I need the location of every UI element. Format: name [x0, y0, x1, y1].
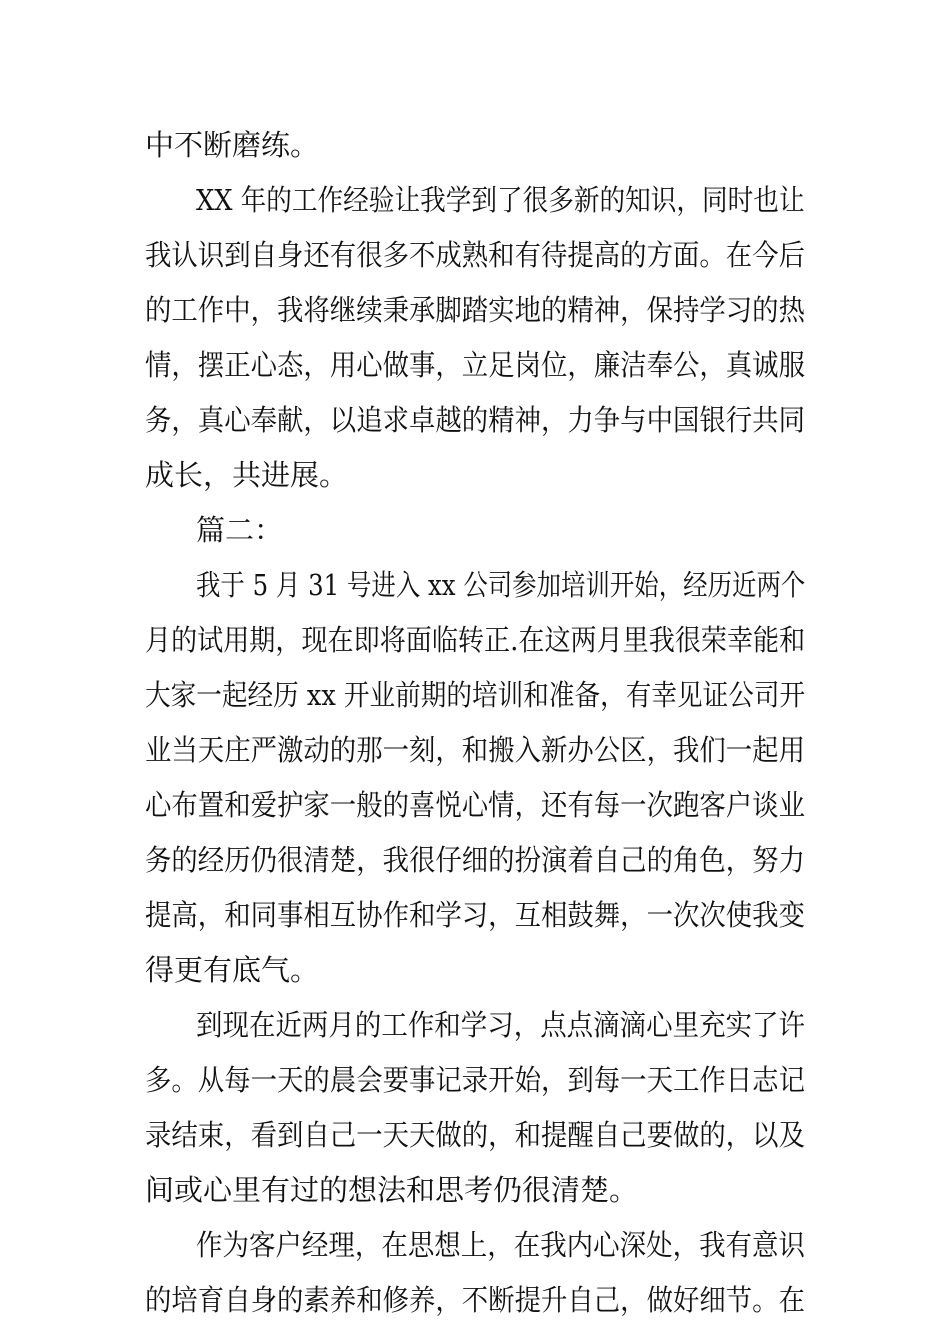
text-line-content: 的培育自身的素养和修养，不断提升自己，做好细节。在 [145, 1283, 805, 1317]
text-line [0, 1170, 950, 1210]
text-line-content: 大家一起经历 xx 开业前期的培训和准备，有幸见证公司开 [145, 678, 806, 712]
text-line-content: 月的试用期，现在即将面临转正.在这两月里我很荣幸能和 [145, 623, 806, 657]
text-line-content: 务，真心奉献，以追求卓越的精神，力争与中国银行共同 [145, 403, 805, 437]
text-line [0, 1060, 950, 1100]
text-line-content: 到现在近两月的工作和学习，点点滴滴心里充实了许 [196, 1008, 805, 1042]
text-line [0, 1005, 950, 1045]
text-line-content: 作为客户经理，在思想上，在我内心深处，我有意识 [196, 1228, 805, 1262]
text-line-content: 间或心里有过的想法和思考仍很清楚。 [145, 1173, 639, 1207]
text-line [0, 125, 950, 165]
text-line-content: 我认识到自身还有很多不成熟和有待提高的方面。在今后 [145, 238, 805, 272]
text-line-content: 中不断磨练。 [145, 128, 320, 162]
text-line-content: 心布置和爱护家一般的喜悦心情，还有每一次跑客户谈业 [145, 788, 805, 822]
text-line [0, 950, 950, 990]
text-line-content: 得更有底气。 [145, 953, 320, 987]
text-line-content: 多。从每一天的晨会要事记录开始，到每一天工作日志记 [145, 1063, 805, 1097]
text-line-content: 业当天庄严激动的那一刻，和搬入新办公区，我们一起用 [145, 733, 805, 767]
text-line [0, 565, 950, 605]
text-line-content: 我于 5 月 31 号进入 xx 公司参加培训开始，经历近两个 [196, 568, 806, 602]
text-line [0, 785, 950, 825]
text-line-content: 提高，和同事相互协作和学习，互相鼓舞，一次次使我变 [145, 898, 805, 932]
text-line-content: 录结束，看到自己一天天做的，和提醒自己要做的，以及 [145, 1118, 805, 1152]
section-heading-text: 篇二： [196, 513, 284, 547]
text-line [0, 1115, 950, 1155]
text-line [0, 675, 950, 715]
text-line [0, 840, 950, 880]
text-line [0, 235, 950, 275]
text-line [0, 180, 950, 220]
text-line-content: 务的经历仍很清楚，我很仔细的扮演着自己的角色，努力 [145, 843, 805, 877]
text-line [0, 895, 950, 935]
text-line [0, 730, 950, 770]
text-line [0, 290, 950, 330]
text-line [0, 1225, 950, 1265]
text-line [0, 400, 950, 440]
text-line [0, 620, 950, 660]
text-line-content: 情，摆正心态，用心做事，立足岗位，廉洁奉公，真诚服 [145, 348, 805, 382]
text-line-content: XX 年的工作经验让我学到了很多新的知识，同时也让 [196, 183, 805, 217]
section-heading [0, 510, 950, 550]
text-line-content: 的工作中，我将继续秉承脚踏实地的精神，保持学习的热 [145, 293, 805, 327]
text-line [0, 345, 950, 385]
text-line-content: 成长，共进展。 [145, 458, 349, 492]
text-line [0, 455, 950, 495]
text-line [0, 1280, 950, 1320]
